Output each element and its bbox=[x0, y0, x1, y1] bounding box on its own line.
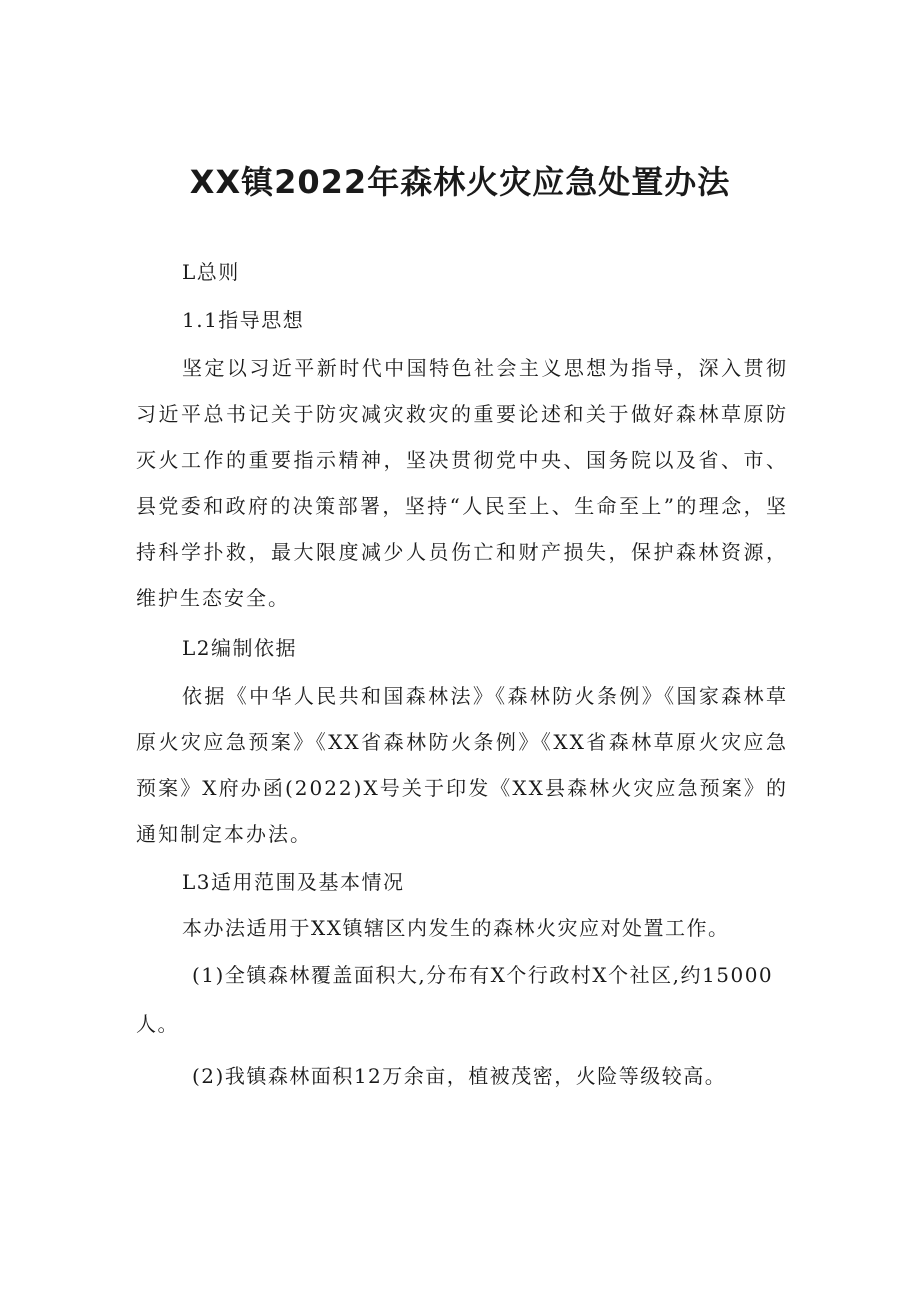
section-1-heading: L总则 bbox=[182, 260, 240, 284]
section-1-2-heading: L2编制依据 bbox=[182, 636, 298, 660]
list-item-1-line-1: (1)全镇森林覆盖面积大,分布有X个行政村X个社区,约15000 bbox=[192, 963, 774, 987]
section-1-3-heading: L3适用范围及基本情况 bbox=[182, 870, 405, 894]
document-title: XX镇2022年森林火灾应急处置办法 bbox=[189, 163, 731, 201]
section-1-2-text: 依据《中华人民共和国森林法》《森林防火条例》《国家森林草原火灾应急预案》《XX省森林防火条例》《XX省森林草原火灾应急预案》X府办函(2022)X号关于印发《XX县森林火灾应急预案》的通知制定本办法。 bbox=[136, 684, 788, 846]
list-item-2: (2)我镇森林面积12万余亩，植被茂密，火险等级较高。 bbox=[192, 1064, 727, 1088]
section-1-2-paragraph bbox=[136, 673, 788, 857]
section-1-3-text: 本办法适用于XX镇辖区内发生的森林火灾应对处置工作。 bbox=[182, 916, 730, 940]
section-1-1-text: 坚定以习近平新时代中国特色社会主义思想为指导，深入贯彻习近平总书记关于防灾减灾救灾的重要论述和关于做好森林草原防灭火工作的重要指示精神，坚决贯彻党中央、国务院以及省、市、县党委和政府的决策部署，坚持“人民至上、生命至上”的理念，坚持科学扑救，最大限度减少人员伤亡和财产损失，保护森林资源，维护生态安全。 bbox=[136, 356, 788, 610]
section-1-1-heading: 1.1指导思想 bbox=[182, 308, 305, 332]
list-item-1-line-2: 人。 bbox=[136, 1012, 179, 1036]
section-1-1-paragraph bbox=[136, 345, 788, 621]
